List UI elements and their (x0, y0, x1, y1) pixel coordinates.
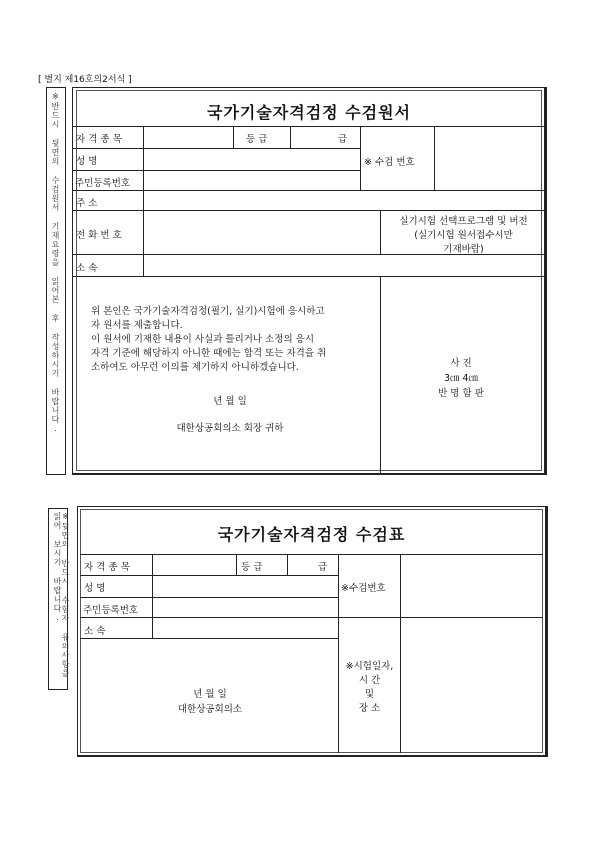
ticket-exam-number-field[interactable] (402, 556, 542, 616)
photo-label: 사 진 (450, 358, 472, 369)
name-label: 성 명 (76, 156, 98, 167)
name-field[interactable] (144, 150, 358, 169)
program-note: 실기시험 선택프로그램 및 버전 (실기시험 원서접수시만 기재바람) (399, 216, 528, 255)
exam-type-field[interactable] (144, 128, 232, 147)
ticket-exam-number-label: ※수검번호 (341, 583, 386, 594)
ticket-name-label: 성 명 (84, 583, 106, 594)
address-label: 주 소 (76, 198, 98, 209)
exam-date-label: ※시험일자, 시 간 및 장 소 (345, 661, 394, 714)
exam-type-label: 자 격 종 목 (76, 134, 122, 145)
form-shadow-right (544, 87, 547, 475)
ticket-resident-number-label: 주민등록번호 (83, 605, 139, 616)
ticket-shadow-bottom (77, 755, 548, 757)
grade-field[interactable] (291, 128, 335, 147)
exam-date-field[interactable] (402, 619, 542, 751)
ticket-grade-field[interactable] (288, 556, 316, 574)
declaration-line-2: 자 원서를 제출합니다. (91, 320, 183, 331)
ticket-issuer: 대한상공회의소 (177, 704, 243, 715)
ticket-shadow-right (545, 506, 548, 757)
phone-label: 전 화 번 호 (76, 230, 122, 241)
side-note-text-2: ※뒷면의 반드시 수험자 유의사항을 읽어 보시기 바랍니다. (53, 512, 70, 678)
addressee: 대한상공회의소 회장 귀하 (176, 423, 284, 434)
ticket-affiliation-field[interactable] (153, 619, 337, 637)
form-reference: [ 별지 제16호의2서식 ] (38, 75, 132, 85)
ticket-grade-unit: 급 (318, 562, 328, 573)
phone-field[interactable] (144, 212, 379, 253)
exam-number-label: ※ 수검 번호 (364, 157, 415, 168)
photo-size: 3㎝ 4㎝ (443, 373, 479, 384)
resident-number-label: 주민등록번호 (75, 178, 131, 189)
ticket-date-line: 년 월 일 (193, 689, 227, 700)
address-field[interactable] (144, 192, 544, 209)
grade-unit: 급 (338, 134, 348, 145)
ticket-exam-type-label: 자 격 종 목 (84, 562, 130, 573)
grade-label: 등 급 (246, 134, 268, 145)
ticket-name-field[interactable] (153, 577, 337, 596)
date-line: 년 월 일 (213, 396, 247, 407)
ticket-resident-number-field[interactable] (153, 599, 337, 616)
ticket-exam-type-field[interactable] (153, 556, 235, 574)
declaration-line-3: 이 원서에 기재한 내용이 사실과 틀리거나 소정의 응시 (91, 334, 315, 345)
ticket-grade-label: 등 급 (241, 562, 263, 573)
side-note-text: ※반드시 뒷면의 수검원서 기재요령을 읽어본 후 작성하시기 바랍니다. (51, 92, 60, 434)
affiliation-label: 소 속 (76, 263, 98, 274)
declaration-line-4: 자격 기준에 해당하지 아니한 때에는 합격 또는 자격을 취 (91, 348, 327, 359)
photo-note: 반 명 함 판 (438, 388, 484, 399)
ticket-title: 국가기술자격검정 수검표 (217, 525, 406, 544)
resident-number-field[interactable] (144, 172, 358, 189)
affiliation-field[interactable] (144, 256, 544, 275)
application-title: 국가기술자격검정 수검원서 (206, 103, 412, 122)
declaration-line-5: 소하여도 아무런 이의를 제기하지 아니하겠습니다. (91, 362, 299, 373)
declaration-line-1: 위 본인은 국가기술자격검정(필기, 실기)시험에 응시하고 (91, 306, 325, 317)
form-shadow-bottom (72, 473, 547, 475)
exam-number-field[interactable] (436, 128, 544, 188)
ticket-affiliation-label: 소 속 (84, 626, 106, 637)
